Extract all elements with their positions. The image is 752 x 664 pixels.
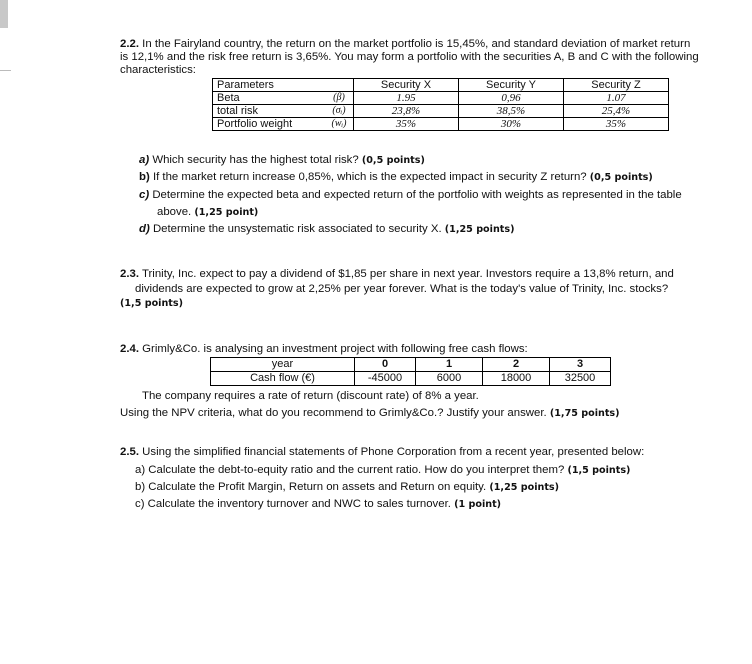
q23-points: (1,5 points) bbox=[120, 298, 183, 309]
header-parameters: Parameters bbox=[213, 79, 354, 92]
q25-item-a bbox=[135, 464, 630, 476]
table-row bbox=[213, 118, 669, 131]
q24-question-text: Using the NPV criteria, what do you recommend to Grimly&Co.? Justify your answer. bbox=[120, 407, 547, 419]
row-symbol: (β) bbox=[325, 92, 354, 105]
row-symbol: (σᵢ) bbox=[325, 105, 354, 118]
table-header-row bbox=[213, 79, 669, 92]
row-param: Portfolio weight bbox=[213, 118, 326, 131]
cashflow-cell: 6000 bbox=[416, 372, 483, 386]
item-text: Which security has the highest total risk? bbox=[152, 154, 359, 166]
row-param: Beta bbox=[213, 92, 326, 105]
q22-item-c bbox=[139, 189, 682, 201]
q23-number: 2.3. bbox=[120, 268, 139, 280]
item-text: Determine the expected beta and expected return of the portfolio with weights as represented in the table bbox=[152, 189, 682, 201]
q24-line1 bbox=[120, 343, 528, 355]
table-row bbox=[211, 372, 611, 386]
cell-value: 35% bbox=[354, 118, 459, 131]
q24-question bbox=[120, 407, 620, 419]
q25-line1 bbox=[120, 446, 644, 458]
row-param: total risk bbox=[213, 105, 326, 118]
item-points: (1 point) bbox=[454, 499, 502, 510]
table-row bbox=[213, 105, 669, 118]
header-security-x: Security X bbox=[354, 79, 459, 92]
item-label: b) bbox=[139, 171, 150, 183]
q25-item-b bbox=[135, 481, 559, 493]
item-text: a) Calculate the debt-to-equity ratio and the current ratio. How do you interpret them? bbox=[135, 464, 565, 476]
q24-number: 2.4. bbox=[120, 343, 139, 355]
cell-value: 38,5% bbox=[459, 105, 564, 118]
table-row bbox=[211, 358, 611, 372]
cell-value: 1.07 bbox=[564, 92, 669, 105]
q23-line1 bbox=[120, 268, 674, 280]
item-text: b) Calculate the Profit Margin, Return on assets and Return on equity. bbox=[135, 481, 487, 493]
cell-value: 35% bbox=[564, 118, 669, 131]
item-text: If the market return increase 0,85%, which is the expected impact in security Z return? bbox=[152, 171, 587, 183]
item-points: (1,25 point) bbox=[194, 207, 259, 218]
q22-item-a bbox=[139, 154, 425, 166]
cell-value: 0,96 bbox=[459, 92, 564, 105]
q22-item-b bbox=[139, 171, 653, 183]
q25-number: 2.5. bbox=[120, 446, 139, 458]
page-edge-line bbox=[0, 70, 11, 71]
item-points: (1,25 points) bbox=[444, 224, 515, 235]
row-symbol: (wᵢ) bbox=[325, 118, 354, 131]
cell-value: 1.95 bbox=[354, 92, 459, 105]
q22-intro-3: characteristics: bbox=[120, 64, 196, 76]
q22-intro-2: is 12,1% and the risk free return is 3,65%. You may form a portfolio with the securities A, B and C with the following bbox=[120, 51, 699, 63]
q22-item-d bbox=[139, 223, 514, 235]
cashflow-cell: 32500 bbox=[550, 372, 611, 386]
item-points: (1,5 points) bbox=[567, 465, 631, 476]
q23-text-1: Trinity, Inc. expect to pay a dividend of $1,85 per share in next year. Investors require a 13,8% return, and bbox=[141, 268, 674, 280]
year-cell: 2 bbox=[483, 358, 550, 372]
q22-number: 2.2. bbox=[120, 38, 139, 50]
row-label: Cash flow (€) bbox=[211, 372, 355, 386]
item-text: c) Calculate the inventory turnover and NWC to sales turnover. bbox=[135, 498, 451, 510]
table-row bbox=[213, 92, 669, 105]
cashflow-table bbox=[210, 357, 611, 386]
item-label: a) bbox=[139, 154, 150, 166]
item-points: (1,25 points) bbox=[489, 482, 560, 493]
cell-value: 23,8% bbox=[354, 105, 459, 118]
page-corner-mark bbox=[0, 0, 8, 28]
q24-intro: Grimly&Co. is analysing an investment project with following free cash flows: bbox=[142, 343, 528, 355]
q25-item-c bbox=[135, 498, 501, 510]
q22-intro-1: In the Fairyland country, the return on the market portfolio is 15,45%, and standard deviation of market return bbox=[142, 38, 691, 50]
securities-table bbox=[212, 78, 669, 131]
cell-value: 30% bbox=[459, 118, 564, 131]
item-points: (0,5 points) bbox=[589, 172, 653, 183]
year-cell: 3 bbox=[550, 358, 611, 372]
q24-rate: The company requires a rate of return (discount rate) of 8% a year. bbox=[142, 390, 479, 402]
q25-intro: Using the simplified financial statements of Phone Corporation from a recent year, presented below: bbox=[142, 446, 645, 458]
year-cell: 0 bbox=[355, 358, 416, 372]
item-text: above. bbox=[157, 206, 192, 218]
q23-text-2: dividends are expected to grow at 2,25% per year forever. What is the today's value of Trinity, Inc. stocks? bbox=[135, 283, 669, 295]
item-label: d) bbox=[139, 223, 150, 235]
q22-item-c-cont bbox=[157, 206, 258, 218]
item-points: (0,5 points) bbox=[361, 155, 425, 166]
item-text: Determine the unsystematic risk associated to security X. bbox=[152, 223, 442, 235]
item-label: c) bbox=[139, 189, 150, 201]
cashflow-cell: 18000 bbox=[483, 372, 550, 386]
header-security-z: Security Z bbox=[564, 79, 669, 92]
year-cell: 1 bbox=[416, 358, 483, 372]
cashflow-cell: -45000 bbox=[355, 372, 416, 386]
header-security-y: Security Y bbox=[459, 79, 564, 92]
q24-points: (1,75 points) bbox=[549, 408, 620, 419]
q22-line1 bbox=[120, 38, 690, 50]
cell-value: 25,4% bbox=[564, 105, 669, 118]
row-label: year bbox=[211, 358, 355, 372]
